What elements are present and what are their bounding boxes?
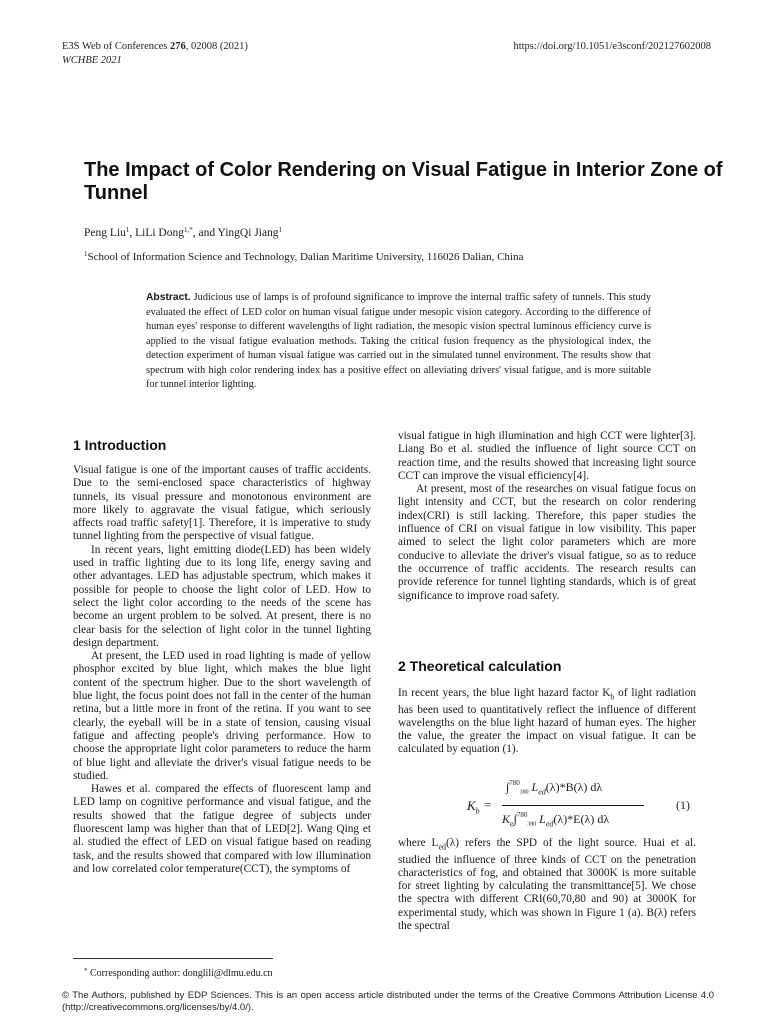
- footnote-divider: [73, 958, 273, 959]
- section-heading-introduction: 1 Introduction: [73, 437, 167, 453]
- journal-citation: E3S Web of Conferences 276, 02008 (2021): [62, 41, 248, 52]
- paragraph: where $L_{ed}(\lambda)$ refers the SPD of the light source. Huai et al. studied the influence of three kinds of CCT on the penetration characteristics of fog, and obtained that 3000K is more suitable for street lighting by calculating the transmittance[5]. We chose the spectra with different CRI(60,70,80 and 90) at 3000K for experimental study, which was shown in Figure 1 (a). B(λ) refers the spectral: [398, 837, 696, 933]
- equation-1: $K_b$ = ∫$^{780}_{380}$ $L_{ed}(\lambda)*B(\lambda)$ dλ $K_e\int^{780}_{380}$ $L_{ed}(\lambda)*E(\lambda)$ dλ (1): [467, 779, 690, 829]
- abstract-label: Abstract.: [146, 292, 191, 303]
- equation-denominator: $K_e\int^{780}_{380}$ $L_{ed}(\lambda)*E(\lambda)$ dλ: [502, 811, 610, 829]
- paragraph: At present, most of the researches on visual fatigue focus on light intensity and CCT, but the research on color rendering index(CRI) is still lacking. Therefore, this paper studies the influence of CRI on visual fatigue in low visibility. This paper aimed to select the light color parameters which are more conducive to alleviate the driver's visual fatigue, so as to reduce the occurrence of traffic accidents. The research results can provide reference for tunnel lighting standards, which is of great significance to improve road safety.: [398, 483, 696, 602]
- section-heading-theoretical-calculation: 2 Theoretical calculation: [398, 658, 562, 674]
- paragraph: In recent years, light emitting diode(LED) has been widely used in traffic lighting due to its long life, energy saving and other advantages. LED has adjustable spectrum, which makes it possible for people to choose the light color of LED. How to select the light color according to the needs of the scene has become an urgent problem to be solved. At present, there is no clear basis for the selection of light color in the tunnel lighting design department.: [73, 543, 371, 649]
- affiliation: $^1$School of Information Science and Technology, Dalian Maritime University, 116026 Dalian, China: [84, 250, 524, 263]
- equation-lhs: $K_b$: [467, 798, 480, 816]
- running-header-left: [62, 40, 248, 68]
- paragraph: Hawes et al. compared the effects of fluorescent lamp and LED lamp on cognitive performance and visual fatigue, and the results showed that the fatigue degree of subjects under fluorescent lamp was higher than that of LED[2]. Wang Qing et al. studied the effect of LED on visual fatigue based on reading task, and the results showed that compared with low illumination and low correlated color temperature(CCT), the symptoms of: [73, 783, 371, 875]
- equation-numerator: ∫$^{780}_{380}$ $L_{ed}(\lambda)*B(\lambda)$ dλ: [506, 779, 603, 797]
- author-name: Peng Liu: [84, 227, 126, 239]
- right-column: [398, 430, 696, 603]
- abstract: [146, 291, 651, 393]
- author-name: , and YingQi Jiang: [192, 227, 279, 239]
- author-list: Peng Liu$^1$, LiLi Dong$^{1,*}$, and YingQi Jiang$^1$: [84, 226, 283, 239]
- conference-name: WCHBE 2021: [62, 55, 122, 66]
- doi-link[interactable]: https://doi.org/10.1051/e3sconf/202127602008: [513, 41, 711, 52]
- paragraph: Visual fatigue is one of the important causes of traffic accidents. Due to the semi-enclosed space characteristics of highway tunnels, its visual pressure and monotonous environment are more likely to aggravate the visual fatigue, which seriously affects road traffic safety[1]. Therefore, it is imperative to study tunnel lighting from the perspective of visual fatigue.: [73, 464, 371, 543]
- author-name: , LiLi Dong: [129, 227, 184, 239]
- paragraph: At present, the LED used in road lighting is made of yellow phosphor excited by blue light, which makes the blue light content of the spectrum higher. Due to the short wavelength of blue light, the focus point does not fall in the center of the human retina, but a little more in front of the retina. If you want to see clearly, the eyeball will be in a state of tension, causing visual fatigue and affecting people's driving performance. How to choose the appropriate light color parameters to reduce the harm of blue light and alleviate the driver's visual fatigue needs to be studied.: [73, 650, 371, 782]
- paragraph: In recent years, the blue light hazard factor $K_b$ of light radiation has been used to quantitatively reflect the influence of different wavelengths on the blue light hazard of human eyes. The higher the value, the greater the impact on visual fatigue. It can be calculated by equation (1).: [398, 687, 696, 756]
- fraction-bar: [502, 805, 644, 806]
- abstract-text: Judicious use of lamps is of profound significance to improve the internal traffic safety of tunnels. This study evaluated the effect of LED color on human visual fatigue under mesopic vision category. According to the difference of human eyes' response to different wavelengths of light radiation, the mesopic vision spectral luminous efficiency curve is applied to the visual fatigue evaluation methods. Taking the critical fusion frequency as the physiological index, the detection experiment of human visual fatigue was carried out in the simulated tunnel environment. The results show that spectrum with high color rendering index has a positive effect on alleviating drivers' visual fatigue, and is more suitable for tunnel interior lighting.: [146, 292, 651, 390]
- left-column: [73, 464, 371, 876]
- corresponding-author-footnote: * Corresponding author: donglili@dlmu.edu.cn: [84, 967, 273, 979]
- paper-title: The Impact of Color Rendering on Visual Fatigue in Interior Zone of Tunnel: [84, 159, 723, 204]
- volume-number: 276: [170, 41, 186, 52]
- paragraph: visual fatigue in high illumination and high CCT were lighter[3]. Liang Bo et al. studied the influence of light source CCT on reaction time, and the results showed that increasing light source CCT can improve the visual efficiency[4].: [398, 430, 696, 482]
- equation-number: (1): [676, 798, 690, 812]
- license-statement: © The Authors, published by EDP Sciences. This is an open access article distributed under the terms of the Creative Commons Attribution License 4.0 (http://creativecommons.org/licenses/by/4.0/).: [62, 990, 714, 1013]
